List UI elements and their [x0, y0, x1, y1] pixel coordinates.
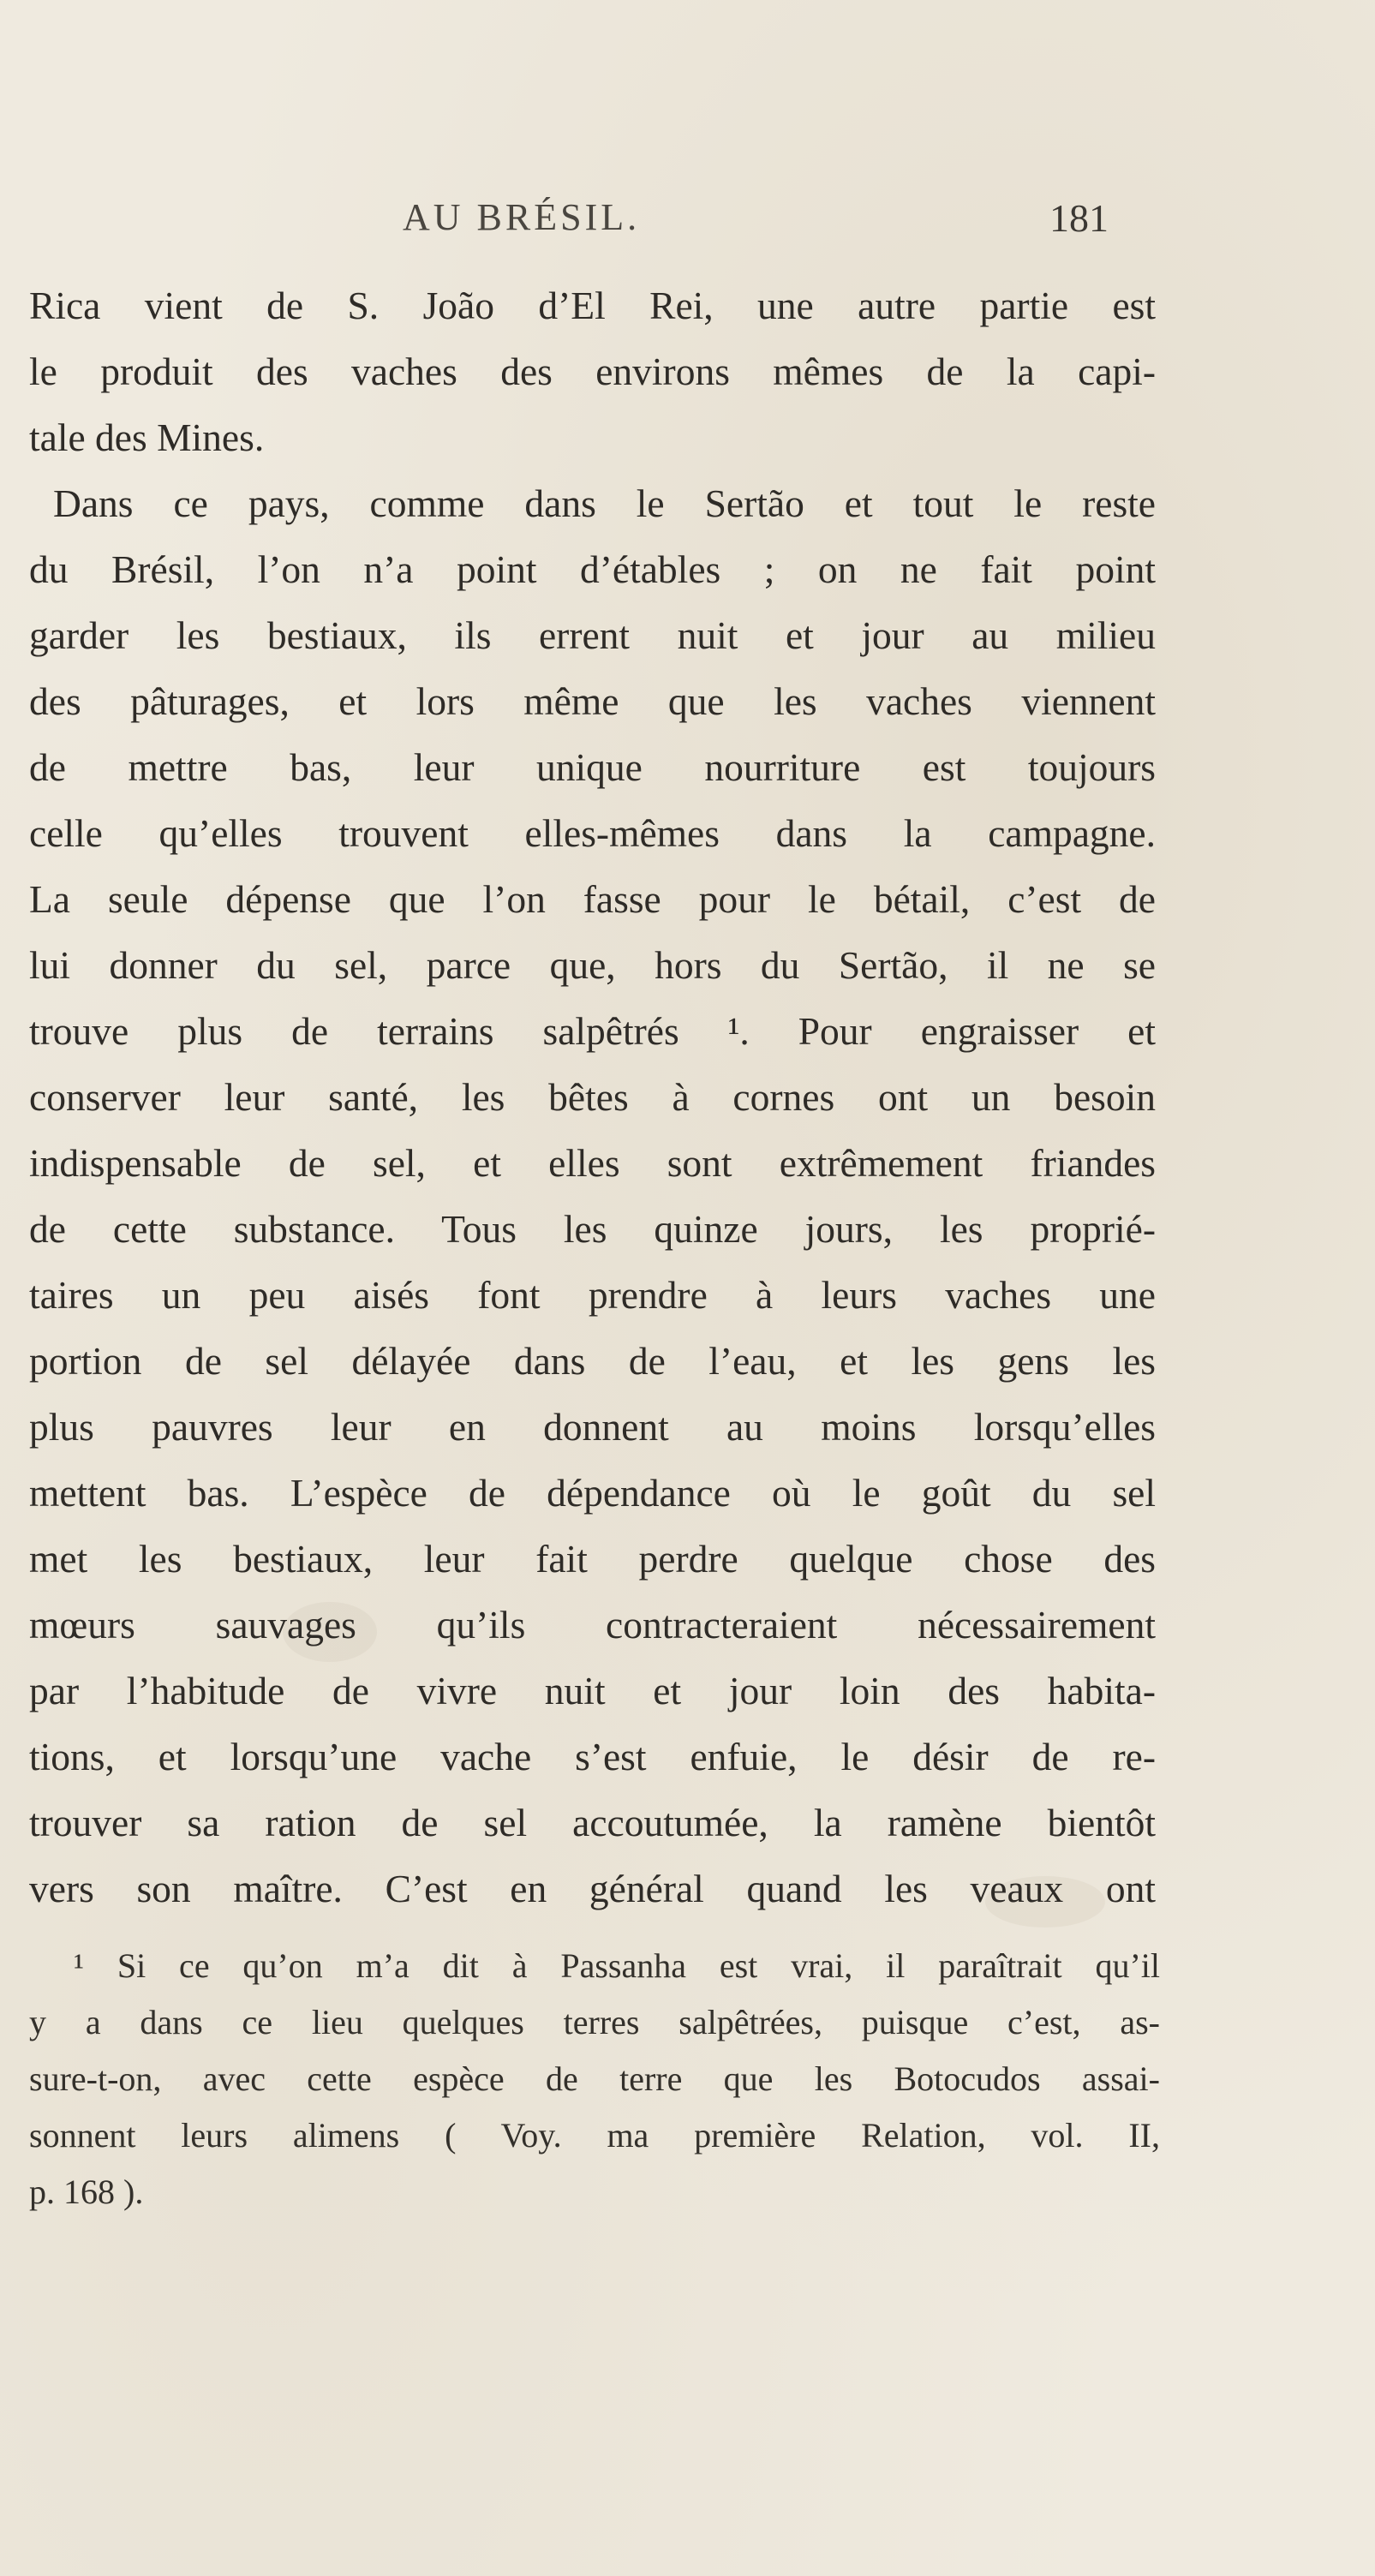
text-line: plus pauvres leur en donnent au moins lorsqu’elles	[29, 1405, 1156, 1449]
text-line: vers son maître. C’est en général quand les veaux ont	[29, 1867, 1156, 1910]
text-line: garder les bestiaux, ils errent nuit et jour au milieu	[29, 613, 1156, 657]
text-line: par l’habitude de vivre nuit et jour loin des habita-	[29, 1669, 1156, 1712]
footnote-line: p. 168 ).	[29, 2173, 144, 2211]
text-line: trouver sa ration de sel accoutumée, la ramène bientôt	[29, 1801, 1156, 1844]
text-line: trouve plus de terrains salpêtrés ¹. Pour engraisser et	[29, 1009, 1156, 1053]
text-line: le produit des vaches des environs mêmes de la capi-	[29, 350, 1156, 393]
footnote	[29, 1938, 1160, 2220]
text-line: du Brésil, l’on n’a point d’étables ; on ne fait point	[29, 547, 1156, 591]
text-line: portion de sel délayée dans de l’eau, et les gens les	[29, 1339, 1156, 1383]
text-line: La seule dépense que l’on fasse pour le bétail, c’est de	[29, 877, 1156, 921]
footnote-line: sure-t-on, avec cette espèce de terre que les Botocudos assai-	[29, 2059, 1160, 2098]
running-title: AU BRÉSIL.	[403, 196, 641, 238]
text-line: celle qu’elles trouvent elles-mêmes dans la campagne.	[29, 811, 1156, 855]
text-line: tions, et lorsqu’une vache s’est enfuie, le désir de re-	[29, 1735, 1156, 1778]
text-line: des pâturages, et lors même que les vaches viennent	[29, 679, 1156, 723]
text-line: mettent bas. L’espèce de dépendance où le goût du sel	[29, 1471, 1156, 1515]
text-line: taires un peu aisés font prendre à leurs vaches une	[29, 1273, 1156, 1317]
text-line: tale des Mines.	[29, 415, 265, 459]
text-line: Rica vient de S. João d’El Rei, une autre partie est	[29, 284, 1156, 327]
text-line: mœurs sauvages qu’ils contracteraient nécessairement	[29, 1603, 1156, 1647]
text-line: de cette substance. Tous les quinze jours, les proprié-	[29, 1207, 1156, 1251]
footnote-line: y a dans ce lieu quelques terres salpêtrées, puisque c’est, as-	[29, 2003, 1160, 2041]
footnote-line: sonnent leurs alimens ( Voy. ma première Relation, vol. II,	[29, 2116, 1160, 2155]
text-line: conserver leur santé, les bêtes à cornes ont un besoin	[29, 1075, 1156, 1119]
page-number: 181	[1049, 196, 1109, 240]
text-line: indispensable de sel, et elles sont extrêmement friandes	[29, 1141, 1156, 1185]
text-line: de mettre bas, leur unique nourriture est toujours	[29, 745, 1156, 789]
text-line: Dans ce pays, comme dans le Sertão et tout le reste	[53, 481, 1156, 525]
page-header	[34, 195, 1148, 264]
body-text	[29, 272, 1156, 1922]
text-line: met les bestiaux, leur fait perdre quelque chose des	[29, 1537, 1156, 1581]
footnote-line: ¹ Si ce qu’on m’a dit à Passanha est vrai, il paraîtrait qu’il	[74, 1946, 1160, 1985]
text-line: lui donner du sel, parce que, hors du Sertão, il ne se	[29, 943, 1156, 987]
